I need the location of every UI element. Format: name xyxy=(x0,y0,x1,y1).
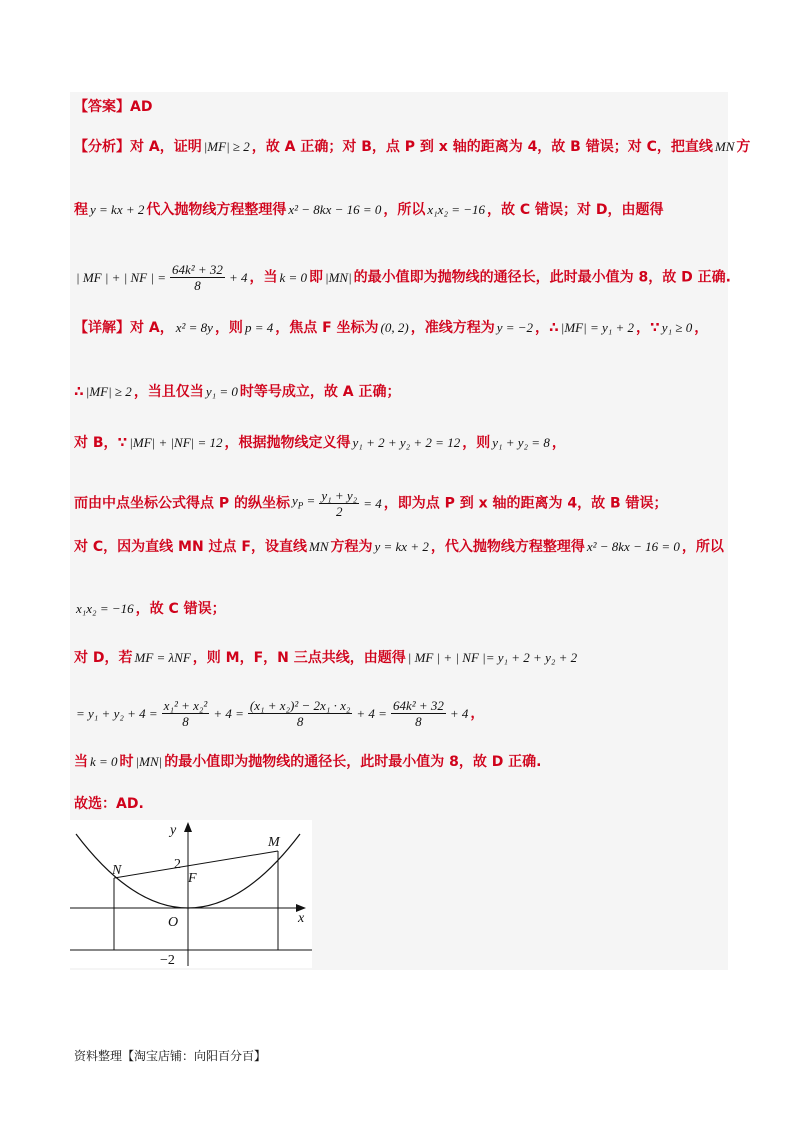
detail-line-2 xyxy=(74,382,400,402)
fraction-numerator: 64k² + 32 xyxy=(392,698,444,713)
detail-text: ， xyxy=(470,705,485,722)
fraction-numerator: (x₁ + x₂)² − 2x₁ · x₂ xyxy=(249,698,351,713)
analysis-text: 代入抛物线方程整理得 xyxy=(146,202,287,218)
detail-line-8 xyxy=(74,698,484,729)
detail-text: ， xyxy=(551,435,566,451)
point-n-label: N xyxy=(112,863,122,878)
tick-neg2-label: −2 xyxy=(160,953,175,968)
math-expression: |MN| xyxy=(325,269,352,285)
math-expression: |MF| + |NF| = 12 xyxy=(129,435,223,450)
analysis-line-2 xyxy=(74,200,664,220)
math-expression: + 4 xyxy=(449,705,469,721)
math-expression xyxy=(292,491,315,516)
analysis-text: ，故 A 正确；对 B，点 P 到 x 轴的距离为 4，故 B 错误；对 C，把直线 xyxy=(251,139,713,155)
math-expression: y = kx + 2 xyxy=(90,202,145,217)
math-expression: | MF | + | NF | = xyxy=(76,269,166,285)
fraction xyxy=(319,488,359,519)
detail-text: 对 A， xyxy=(130,320,174,336)
detail-text: 对 B，∵ xyxy=(74,435,128,451)
detail-line-1 xyxy=(74,318,708,338)
detail-text: ，∵ xyxy=(636,320,660,336)
fraction-denominator: 8 xyxy=(296,714,304,729)
analysis-text: 程 xyxy=(74,202,88,218)
fraction-denominator: 8 xyxy=(194,278,201,293)
math-expression: MN xyxy=(308,539,329,554)
detail-text: ，则 xyxy=(462,435,491,451)
math-expression: |MN| xyxy=(135,754,163,769)
math-expression: |MF| ≥ 2 xyxy=(203,139,250,154)
detail-text: ，∴ xyxy=(535,320,559,336)
math-expression: y₁ + y₂ = 8 xyxy=(492,435,550,450)
math-expression: k = 0 xyxy=(90,754,118,769)
analysis-text: 即 xyxy=(309,269,324,286)
detail-text: ，代入抛物线方程整理得 xyxy=(430,539,585,555)
math-expression: + 4 = xyxy=(213,705,244,721)
math-expression: y₁ + 2 + y₂ + 2 = 12 xyxy=(352,435,461,450)
detail-text: 对 C，因为直线 MN 过点 F，设直线 xyxy=(74,539,307,555)
answer-label: 【答案】 xyxy=(74,99,130,115)
detail-line-6 xyxy=(74,599,226,619)
analysis-line-3 xyxy=(74,262,731,293)
detail-line-9 xyxy=(74,752,542,772)
math-expression: x² = 8y xyxy=(175,320,213,335)
math-expression: + 4 xyxy=(228,269,248,285)
parabola-graph xyxy=(70,820,312,968)
y-axis-arrow-icon xyxy=(184,822,192,832)
analysis-label: 【分析】 xyxy=(74,139,130,155)
math-expression: y₁ ≥ 0 xyxy=(661,320,693,335)
answer-value: AD xyxy=(130,99,153,115)
analysis-text: 对 A，证明 xyxy=(130,139,202,155)
math-expression: |MF| ≥ 2 xyxy=(85,384,132,399)
detail-text: ，所以 xyxy=(681,539,724,555)
fraction-denominator: 8 xyxy=(182,714,189,729)
detail-line-7 xyxy=(74,648,579,668)
math-expression: |MF| = y₁ + 2 xyxy=(560,320,635,335)
detail-text: 而由中点坐标公式得点 P 的纵坐标 xyxy=(74,495,291,512)
math-expression: = 4 xyxy=(363,495,382,511)
math-expression: x² − 8kx − 16 = 0 xyxy=(288,202,382,217)
answer-line xyxy=(74,97,152,117)
fraction-numerator: x₁² + x₂² xyxy=(163,698,208,713)
fraction xyxy=(162,698,210,729)
math-operator: = xyxy=(306,493,316,509)
math-expression: MN xyxy=(714,139,735,154)
math-expression: x² − 8kx − 16 = 0 xyxy=(586,539,680,554)
y-axis-label: y xyxy=(170,823,177,838)
math-subscript: P xyxy=(297,500,304,511)
analysis-text: ，所以 xyxy=(383,202,426,218)
math-expression: (0, 2) xyxy=(380,320,409,335)
math-expression: x₁x₂ = −16 xyxy=(427,202,486,217)
fraction-denominator: 2 xyxy=(336,504,343,519)
origin-label: O xyxy=(168,915,179,930)
analysis-text: ，当 xyxy=(249,269,278,286)
detail-line-5 xyxy=(74,537,724,557)
detail-label: 【详解】 xyxy=(74,320,130,336)
fraction-denominator: 8 xyxy=(415,714,422,729)
conclusion-text: 故选：AD. xyxy=(74,796,144,812)
detail-text: ，则 xyxy=(214,320,243,336)
fraction xyxy=(248,698,353,729)
math-expression: = y₁ + y₂ + 4 = xyxy=(76,705,158,721)
detail-text: ，即为点 P 到 x 轴的距离为 4，故 B 错误； xyxy=(383,495,668,512)
detail-line-3 xyxy=(74,433,566,453)
math-expression: MF = λNF xyxy=(134,650,191,665)
fraction-numerator: 64k² + 32 xyxy=(171,262,223,277)
math-expression: x₁x₂ = −16 xyxy=(76,601,134,616)
detail-text: 时 xyxy=(119,754,134,770)
detail-text: 时等号成立，故 A 正确； xyxy=(239,384,401,400)
detail-text: ，根据抛物线定义得 xyxy=(224,435,351,451)
analysis-text: ，故 C 错误；对 D，由题得 xyxy=(487,202,664,218)
detail-text: ， xyxy=(694,320,709,336)
point-f-label: F xyxy=(188,871,197,886)
tick-2-label: 2 xyxy=(174,857,181,872)
math-expression: y = kx + 2 xyxy=(374,539,429,554)
detail-text: 对 D，若 xyxy=(74,650,133,666)
math-expression: k = 0 xyxy=(279,269,308,285)
point-m-label: M xyxy=(268,835,280,850)
math-expression: | MF | + | NF |= y₁ + 2 + y₂ + 2 xyxy=(407,650,578,665)
analysis-text: 的最小值即为抛物线的通径长，此时最小值为 8，故 D 正确. xyxy=(353,269,731,286)
math-variable: y xyxy=(292,493,298,509)
analysis-line-1 xyxy=(74,137,750,157)
math-expression: + 4 = xyxy=(356,705,387,721)
detail-text: ，焦点 F 坐标为 xyxy=(275,320,379,336)
detail-text: ∴ xyxy=(74,384,84,400)
detail-text: ，则 M，F，N 三点共线，由题得 xyxy=(192,650,406,666)
detail-text: ，当且仅当 xyxy=(133,384,204,400)
fraction-numerator: y₁ + y₂ xyxy=(321,488,358,503)
footer-source: 资料整理【淘宝店铺：向阳百分百】 xyxy=(74,1049,267,1063)
math-expression: p = 4 xyxy=(244,320,274,335)
detail-line-4 xyxy=(74,488,668,519)
detail-text: ，准线方程为 xyxy=(410,320,495,336)
detail-text: 当 xyxy=(74,754,88,770)
detail-line-10 xyxy=(74,794,144,814)
detail-text: 的最小值即为抛物线的通径长，此时最小值为 8，故 D 正确. xyxy=(164,754,542,770)
detail-text: ，故 C 错误； xyxy=(135,601,226,617)
analysis-text: 方 xyxy=(736,139,751,155)
x-axis-label: x xyxy=(298,911,305,926)
detail-text: 方程为 xyxy=(330,539,373,555)
fraction xyxy=(391,698,446,729)
math-expression: y₁ = 0 xyxy=(205,384,238,399)
graph-svg xyxy=(70,820,312,968)
fraction xyxy=(170,262,225,293)
math-expression: y = −2 xyxy=(496,320,534,335)
